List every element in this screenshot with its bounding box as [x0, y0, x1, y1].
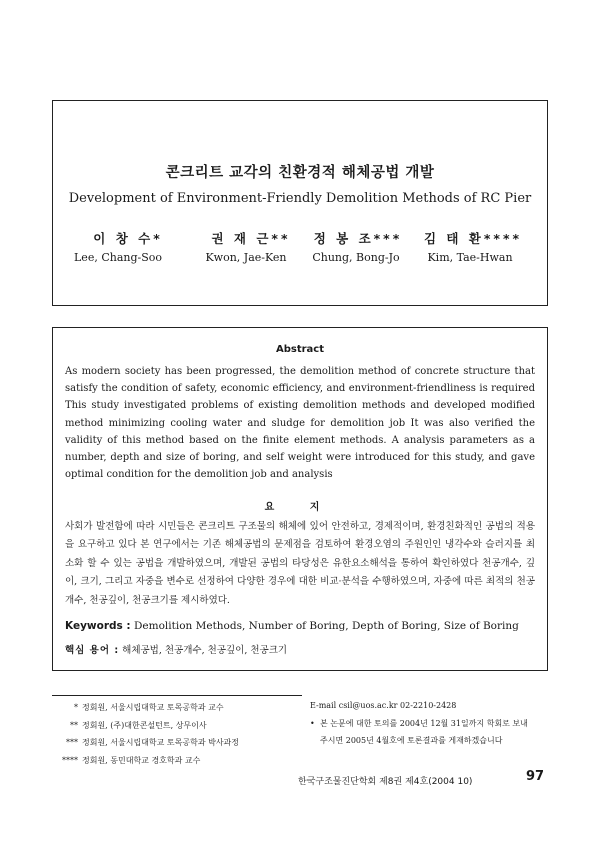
footnote-mark: *** — [66, 738, 78, 747]
korean-abstract-heading: 요 지 — [264, 502, 336, 513]
footnote — [52, 699, 302, 717]
discussion-notice — [310, 715, 556, 733]
korean-keywords-label: 핵심 용어 : — [65, 645, 120, 656]
author-2-korean: 권 재 근** — [211, 231, 291, 246]
title-box — [52, 100, 548, 306]
footnote — [52, 717, 302, 735]
footnote-mark: * — [74, 703, 78, 712]
author-4-korean: 김 태 환**** — [423, 231, 523, 246]
abstract-text: As modern society has been progressed, the demolition method of concrete structure that satisfy the condition of safety, economic efficiency, and environment-friendliness is required This study investigated problems of existing demolition methods and developed modified method minimizing cooling water and sludge for demolition job It was also verified the validity of this method based on the finite element methods. A analysis parameters as a number, depth and size of boring, and self weight were introduced for this study, and gave optimal condition for the demolition job and analysis — [65, 366, 535, 481]
korean-keywords — [65, 642, 537, 656]
journal-footer: 한국구조물진단학회 제8권 제4호(2004 10) — [298, 777, 473, 787]
english-title: Development of Environment-Friendly Demolition Methods of RC Pier — [68, 191, 532, 206]
korean-title: 콘크리트 교각의 친환경적 해체공법 개발 — [165, 165, 435, 181]
discussion-line-1: 본 논문에 대한 토의를 2004년 12월 31일까지 학회로 보내 — [320, 718, 528, 728]
footnote-mark: **** — [62, 755, 78, 765]
author-2-english: Kwon, Jae-Ken — [205, 251, 287, 264]
email-line: E-mail csil@uos.ac.kr 02-2210-2428 — [310, 701, 457, 710]
footnote-text: 정회원, 서울시립대학교 토목공학과 박사과정 — [82, 738, 240, 747]
footnote-mark: ** — [70, 720, 78, 730]
page-number: 97 — [526, 769, 545, 784]
abstract-heading: Abstract — [275, 344, 325, 355]
author-1-korean: 이 창 수* — [93, 231, 163, 246]
author-3-english: Chung, Bong-Jo — [312, 251, 400, 264]
korean-keywords-text: 해체공법, 천공개수, 천공깊이, 천공크기 — [122, 645, 288, 656]
footnote — [52, 752, 302, 770]
discussion-line-2: 주시면 2005년 4월호에 토론결과를 게재하겠습니다 — [320, 736, 503, 745]
author-footnotes — [52, 695, 302, 769]
bullet-icon: • — [310, 718, 315, 728]
footnote-text: 정회원, 동민대학교 경호학과 교수 — [82, 755, 201, 765]
keywords — [65, 620, 537, 632]
author-3-korean: 정 봉 조*** — [313, 231, 403, 246]
author-4-english: Kim, Tae-Hwan — [427, 251, 513, 264]
keywords-text: Demolition Methods, Number of Boring, Depth of Boring, Size of Boring — [133, 620, 519, 632]
footnote — [52, 734, 302, 752]
abstract-box — [52, 327, 548, 671]
footnote-text: 정회원, 서울시립대학교 토목공학과 교수 — [82, 703, 224, 712]
author-1-english: Lee, Chang-Soo — [74, 251, 162, 264]
korean-abstract-text: 사회가 발전함에 따라 시민들은 콘크리트 구조물의 해체에 있어 안전하고, 경제적이며, 환경친화적인 공법의 적용을 요구하고 있다 본 연구에서는 기존 해체공법의 문제점을 검토하여 환경오염의 주원인인 냉각수와 슬러지를 최소화 할 수 있는 공법을 개발하였으며, 개발된 공법의 타당성은 유한요소해석을 통하여 확인하였다 천공개수, 깊이, 크기, 그리고 자중을 변수로 선정하여 다양한 경우에 대한 비교·분석을 수행하였으며, 자중에 따른 최적의 천공개수, 천공깊이, 천공크기를 제시하였다. — [65, 521, 535, 606]
footnote-text: 정회원, (주)대한콘설턴트, 상무이사 — [82, 720, 207, 730]
keywords-label: Keywords : — [65, 620, 131, 632]
contact-info — [310, 697, 556, 750]
